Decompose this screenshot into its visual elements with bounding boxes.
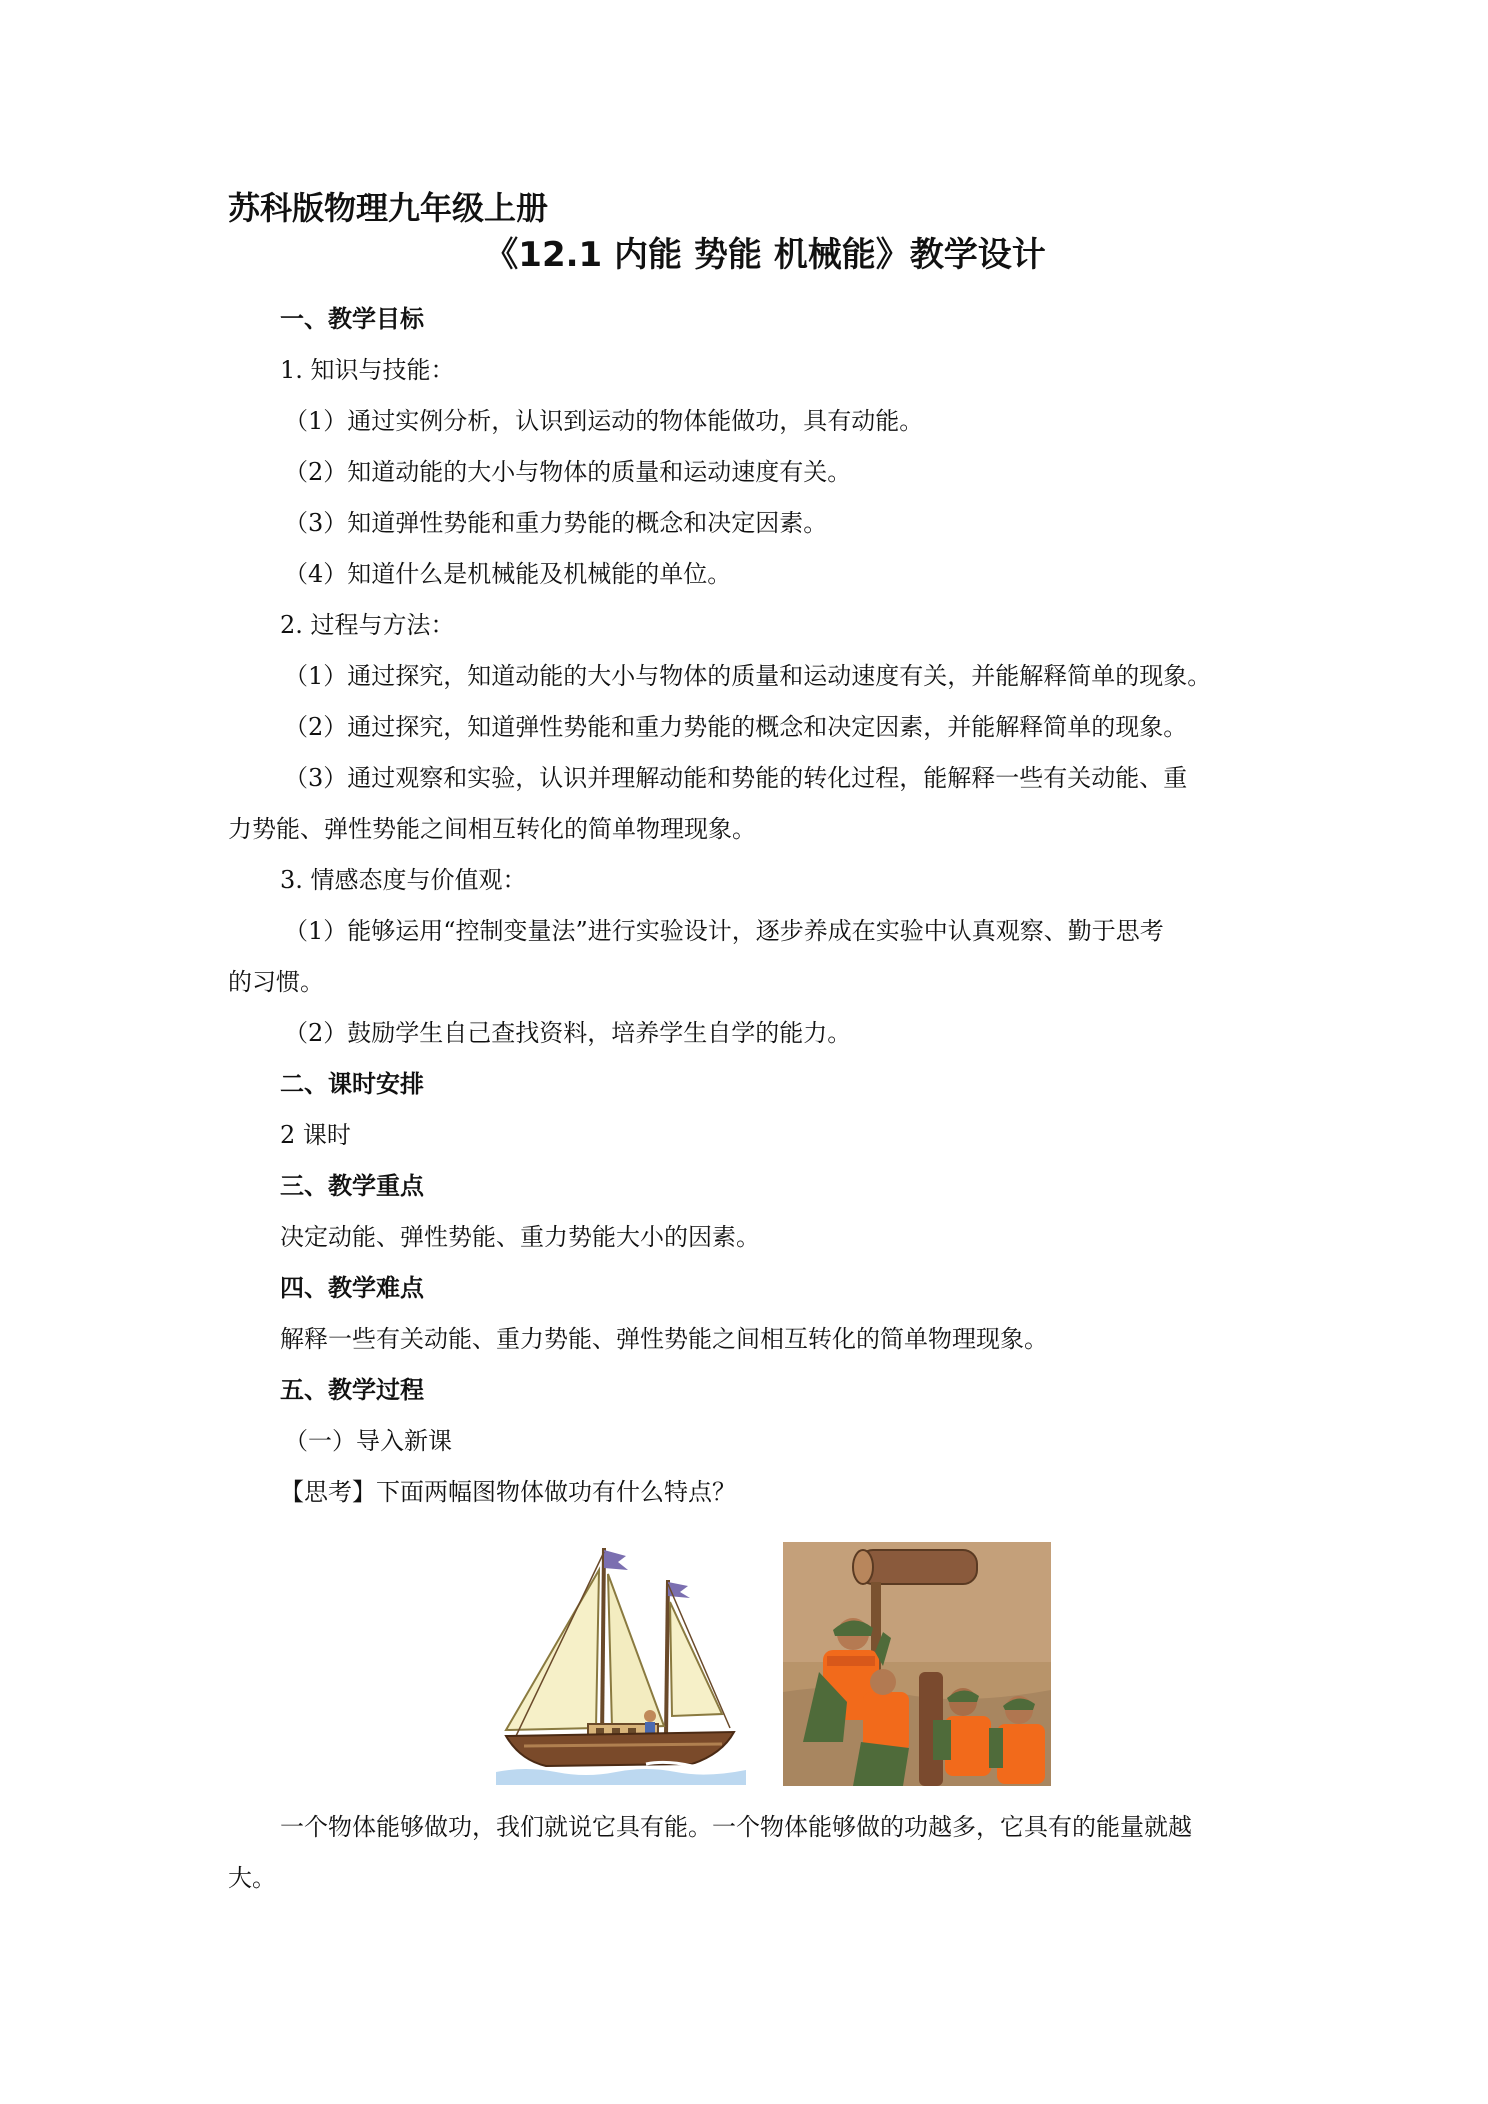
objective-item: （1）通过探究，知道动能的大小与物体的质量和运动速度有关，并能解释简单的现象。 [284, 662, 1212, 690]
soldiers-driving-log-photo-icon [783, 1542, 1051, 1786]
section-heading-key-points: 三、教学重点 [280, 1172, 424, 1200]
objective-item: （3）知道弹性势能和重力势能的概念和决定因素。 [284, 509, 828, 537]
conclusion-paragraph-line2: 大。 [228, 1864, 276, 1892]
figures-row [228, 1540, 1272, 1790]
objective-item: （1）通过实例分析，认识到运动的物体能做功，具有动能。 [284, 407, 924, 435]
sailboat-illustration-icon [496, 1540, 746, 1785]
schedule-text: 2 课时 [280, 1121, 351, 1149]
subheading-process-method: 2. 过程与方法： [280, 611, 455, 639]
subheading-attitude-values: 3. 情感态度与价值观： [280, 866, 527, 894]
key-points-text: 决定动能、弹性势能、重力势能大小的因素。 [280, 1223, 760, 1251]
section-heading-process: 五、教学过程 [280, 1376, 424, 1404]
objective-item-continued: 的习惯。 [228, 968, 324, 996]
subheading-knowledge-skills: 1. 知识与技能： [280, 356, 455, 384]
objective-item: （2）通过探究，知道弹性势能和重力势能的概念和决定因素，并能解释简单的现象。 [284, 713, 1188, 741]
document-title-lesson: 《12.1 内能 势能 机械能》教学设计 [484, 235, 1046, 275]
document-title-series: 苏科版物理九年级上册 [228, 189, 549, 227]
difficulties-text: 解释一些有关动能、重力势能、弹性势能之间相互转化的简单物理现象。 [280, 1325, 1048, 1353]
think-prompt: 【思考】下面两幅图物体做功有什么特点？ [280, 1478, 736, 1506]
objective-item-continued: 力势能、弹性势能之间相互转化的简单物理现象。 [228, 815, 756, 843]
section-heading-schedule: 二、课时安排 [280, 1070, 424, 1098]
section-heading-objectives: 一、教学目标 [280, 305, 424, 333]
objective-item: （2）鼓励学生自己查找资料，培养学生自学的能力。 [284, 1019, 852, 1047]
objective-item: （1）能够运用“控制变量法”进行实验设计，逐步养成在实验中认真观察、勤于思考 [284, 917, 1164, 945]
subheading-introduction: （一）导入新课 [284, 1427, 452, 1455]
section-heading-difficulties: 四、教学难点 [280, 1274, 424, 1302]
objective-item: （4）知道什么是机械能及机械能的单位。 [284, 560, 732, 588]
objective-item: （2）知道动能的大小与物体的质量和运动速度有关。 [284, 458, 852, 486]
conclusion-paragraph-line1: 一个物体能够做功，我们就说它具有能。一个物体能够做的功越多，它具有的能量就越 [280, 1813, 1192, 1841]
objective-item: （3）通过观察和实验，认识并理解动能和势能的转化过程，能解释一些有关动能、重 [284, 764, 1188, 792]
